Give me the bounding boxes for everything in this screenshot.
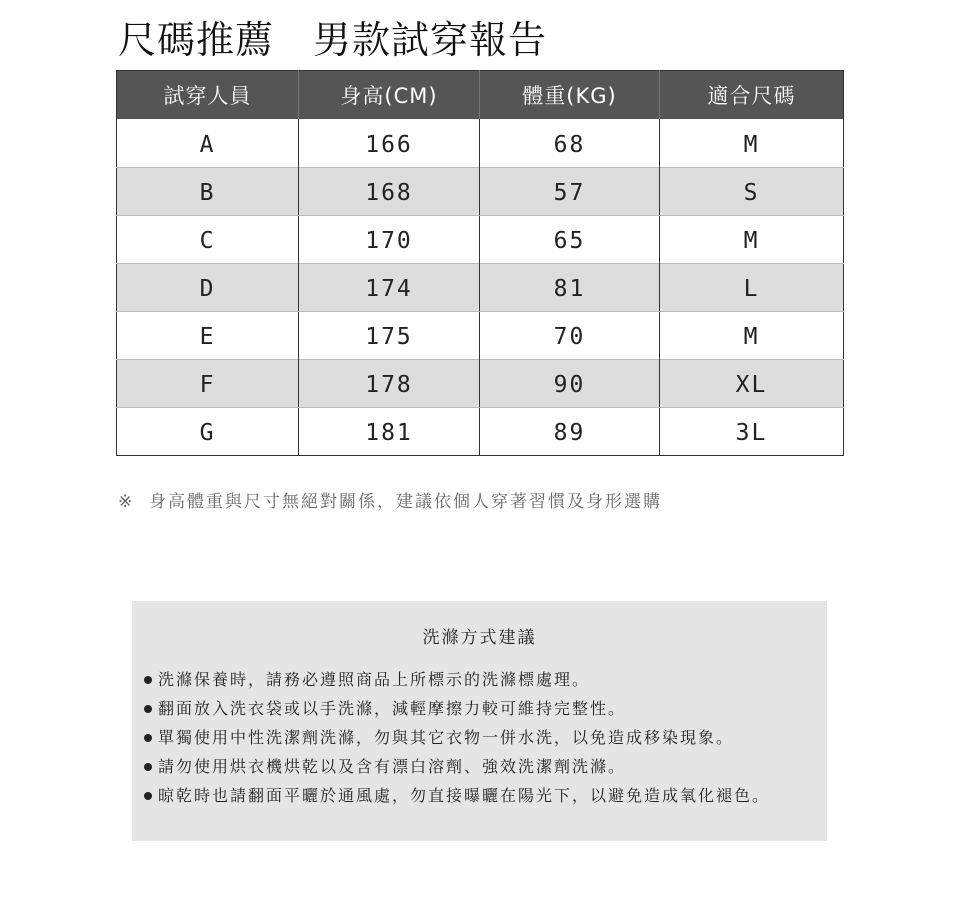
weight-cell: 81 (480, 263, 660, 311)
bullet-icon (144, 734, 152, 742)
tester-cell: A (199, 131, 216, 158)
size-cell: S (660, 167, 844, 215)
bullet-icon (144, 763, 152, 771)
washing-instructions-panel (132, 601, 827, 841)
tester-cell: F (117, 359, 299, 407)
list-item (144, 752, 770, 781)
size-cell: 3L (660, 407, 844, 455)
bullet-icon (144, 792, 152, 800)
list-item (144, 694, 770, 723)
height-cell: 166 (299, 119, 480, 167)
height-cell: 178 (299, 359, 480, 407)
weight-cell: 89 (480, 407, 660, 455)
page-title: 尺碼推薦 男款試穿報告 (118, 18, 548, 62)
list-item (144, 665, 770, 694)
list-item-text: 翻面放入洗衣袋或以手洗滌，減輕摩擦力較可維持完整性。 (158, 699, 627, 718)
list-item-text: 請勿使用烘衣機烘乾以及含有漂白溶劑、強效洗潔劑洗滌。 (158, 757, 627, 776)
table-row (117, 167, 844, 215)
weight-cell: 90 (480, 359, 660, 407)
height-cell: 174 (299, 263, 480, 311)
washing-instructions-title: 洗滌方式建議 (422, 628, 537, 648)
tester-cell: G (199, 420, 216, 446)
table-row (117, 119, 844, 167)
tester-cell: D (117, 263, 299, 311)
table-row (117, 263, 844, 311)
list-item (144, 781, 770, 810)
header-weight: 體重(KG) (480, 71, 660, 120)
height-cell: 168 (299, 167, 480, 215)
size-report-table (116, 70, 844, 456)
list-item-text: 晾乾時也請翻面平曬於通風處，勿直接曝曬在陽光下，以避免造成氧化褪色。 (158, 786, 771, 805)
size-cell: M (660, 215, 844, 263)
weight-cell: 65 (480, 215, 660, 263)
size-cell: L (660, 263, 844, 311)
weight-cell: 68 (480, 119, 660, 167)
height-cell: 181 (299, 407, 480, 455)
list-item-text: 單獨使用中性洗潔劑洗滌，勿與其它衣物一併水洗，以免造成移染現象。 (158, 728, 735, 747)
bullet-icon (144, 705, 152, 713)
table-row (117, 359, 844, 407)
weight-cell: 70 (480, 311, 660, 359)
tester-cell: C (199, 228, 216, 254)
table-row (117, 407, 844, 455)
size-cell: M (660, 311, 844, 359)
size-cell: M (660, 119, 844, 167)
size-cell: XL (660, 359, 844, 407)
height-cell: 175 (299, 311, 480, 359)
header-recommended-size: 適合尺碼 (660, 71, 844, 120)
list-item (144, 723, 770, 752)
weight-cell: 57 (480, 167, 660, 215)
header-height: 身高(CM) (299, 71, 480, 120)
tester-cell: E (199, 324, 216, 350)
table-header-row (117, 71, 844, 120)
header-tester: 試穿人員 (117, 71, 299, 120)
list-item-text: 洗滌保養時，請務必遵照商品上所標示的洗滌標處理。 (158, 670, 591, 689)
tester-cell: B (117, 167, 299, 215)
table-row (117, 215, 844, 263)
table-row (117, 311, 844, 359)
height-cell: 170 (299, 215, 480, 263)
washing-instructions-list (144, 665, 770, 810)
size-disclaimer-note: ※ 身高體重與尺寸無絕對關係，建議依個人穿著習慣及身形選購 (118, 492, 663, 512)
bullet-icon (144, 676, 152, 684)
